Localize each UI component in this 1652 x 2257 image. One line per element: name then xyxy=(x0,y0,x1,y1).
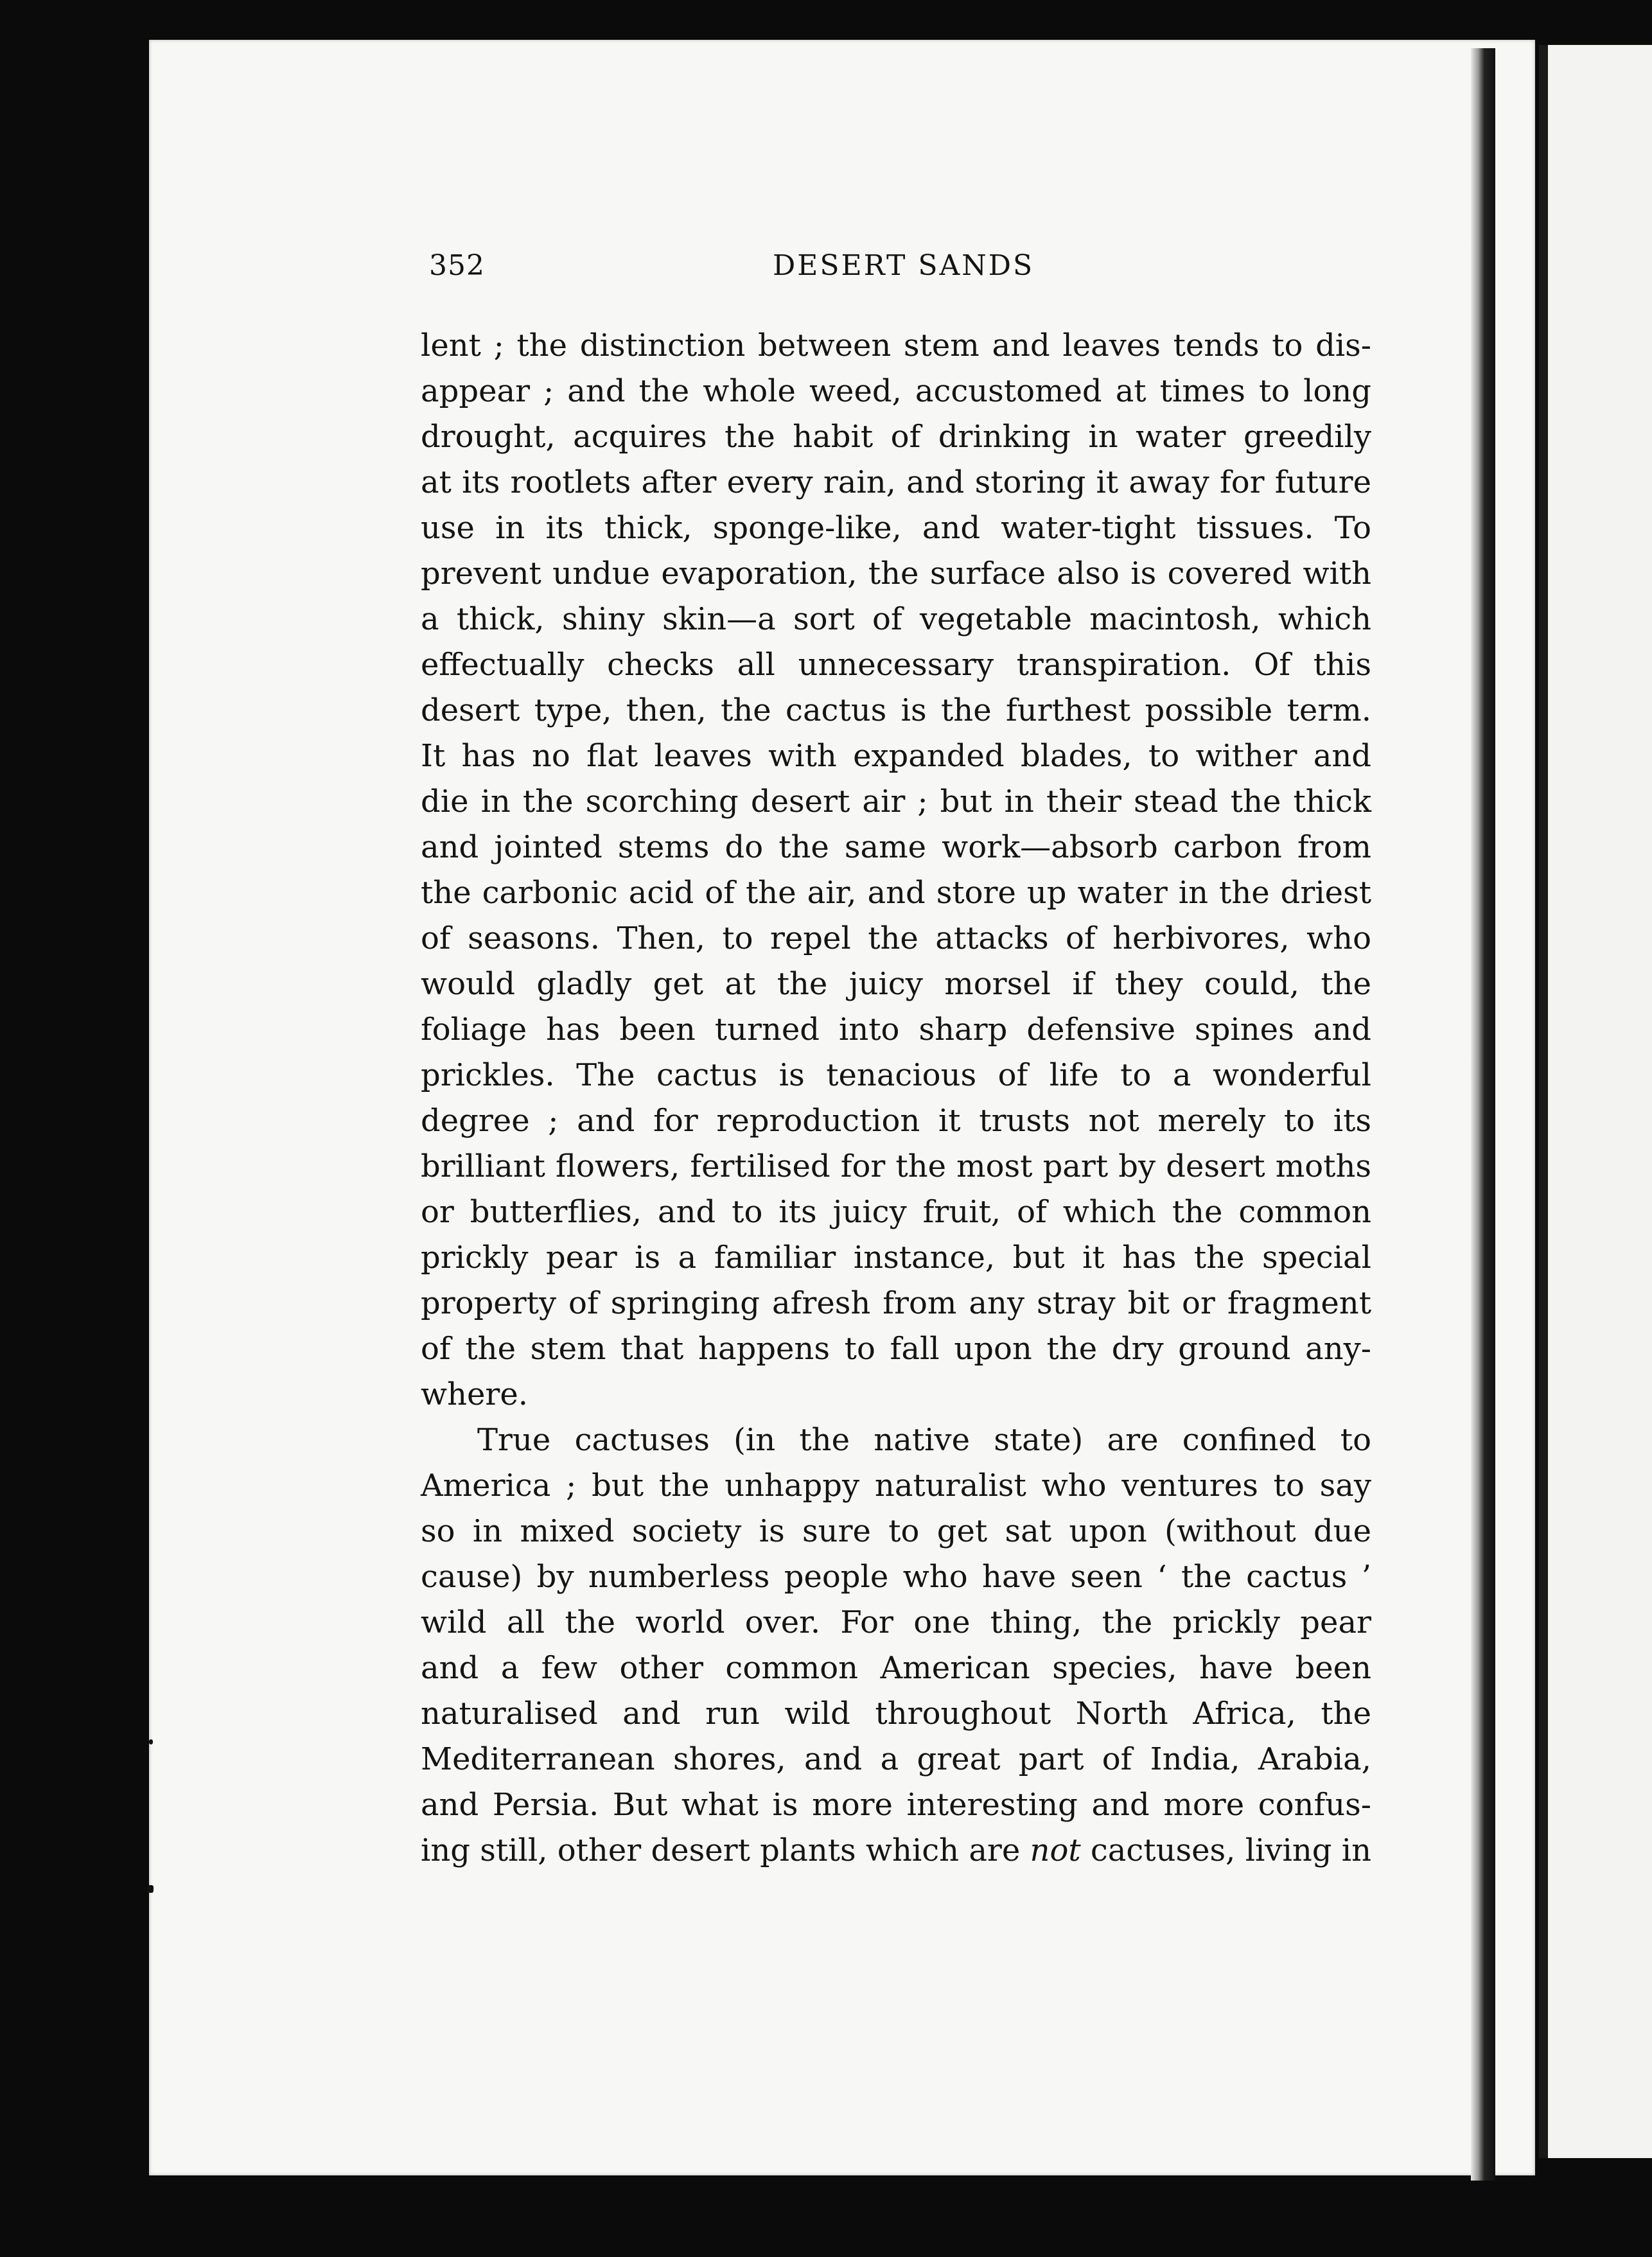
page-binding-edge xyxy=(1471,48,1495,2181)
text-line: die in the scorching desert air ; but in their stead the thick xyxy=(421,784,1371,820)
text-line: prickly pear is a familiar instance, but it has the special xyxy=(421,1240,1371,1276)
text-line: the carbonic acid of the air, and store up water in the driest xyxy=(421,875,1371,911)
text-line: property of springing afresh from any stray bit or fragment xyxy=(421,1285,1371,1321)
text-line: prevent undue evaporation, the surface also is covered with xyxy=(421,556,1371,592)
text-line: naturalised and run wild throughout North Africa, the xyxy=(421,1696,1371,1732)
text-line: True cactuses (in the native state) are confined to xyxy=(477,1422,1371,1458)
text-line: wild all the world over. For one thing, the prickly pear xyxy=(421,1604,1371,1640)
text-line: prickles. The cactus is tenacious of life to a wonderful xyxy=(421,1057,1371,1093)
text-line: desert type, then, the cactus is the furthest possible term. xyxy=(421,692,1371,728)
emphasized-word: not xyxy=(1030,1832,1081,1868)
running-head xyxy=(429,249,1364,288)
text-line: use in its thick, sponge-like, and water-tight tissues. To xyxy=(421,510,1371,546)
text-line: cause) by numberless people who have seen ‘ the cactus ’ xyxy=(421,1559,1371,1595)
text-line: lent ; the distinction between stem and leaves tends to dis- xyxy=(421,328,1371,364)
text-line: and a few other common American species, have been xyxy=(421,1650,1371,1686)
text-line: brilliant flowers, fertilised for the most part by desert moths xyxy=(421,1148,1371,1184)
text-line: appear ; and the whole weed, accustomed at times to long xyxy=(421,373,1371,409)
page-number: 352 xyxy=(429,249,485,282)
text-line: of seasons. Then, to repel the attacks of herbivores, who xyxy=(421,920,1371,956)
text-line-final xyxy=(421,1828,1371,1874)
running-title: DESERT SANDS xyxy=(773,249,1035,282)
text-line: and Persia. But what is more interesting and more confus- xyxy=(421,1787,1371,1823)
text-line: and jointed stems do the same work—absorb carbon from xyxy=(421,829,1371,865)
paragraph-1 xyxy=(421,323,1371,1418)
adjacent-page-edge xyxy=(1548,45,1652,2158)
text-line: America ; but the unhappy naturalist who ventures to say xyxy=(421,1468,1371,1504)
text-line: effectually checks all unnecessary transpiration. Of this xyxy=(421,647,1371,683)
body-text xyxy=(421,323,1371,1874)
text-line: or butterflies, and to its juicy fruit, of which the common xyxy=(421,1194,1371,1230)
text-line: foliage has been turned into sharp defensive spines and xyxy=(421,1012,1371,1048)
paragraph-2 xyxy=(421,1418,1371,1874)
text-line: would gladly get at the juicy morsel if they could, the xyxy=(421,966,1371,1002)
margin-mark xyxy=(148,1885,154,1893)
text-line: drought, acquires the habit of drinking in water greedily xyxy=(421,419,1371,455)
margin-mark xyxy=(149,1739,153,1744)
text-line: a thick, shiny skin—a sort of vegetable macintosh, which xyxy=(421,601,1371,637)
text-line: at its rootlets after every rain, and storing it away for future xyxy=(421,464,1371,500)
text-line: It has no flat leaves with expanded blades, to wither and xyxy=(421,738,1371,774)
text-line: degree ; and for reproduction it trusts not merely to its xyxy=(421,1103,1371,1139)
text-line: so in mixed society is sure to get sat upon (without due xyxy=(421,1513,1371,1549)
text-line: where. xyxy=(421,1376,529,1412)
text-line: Mediterranean shores, and a great part of India, Arabia, xyxy=(421,1741,1371,1777)
text-segment: cactuses, living in xyxy=(1080,1832,1372,1868)
text-segment: ing still, other desert plants which are xyxy=(421,1832,1030,1868)
text-line: of the stem that happens to fall upon the dry ground any- xyxy=(421,1331,1371,1367)
